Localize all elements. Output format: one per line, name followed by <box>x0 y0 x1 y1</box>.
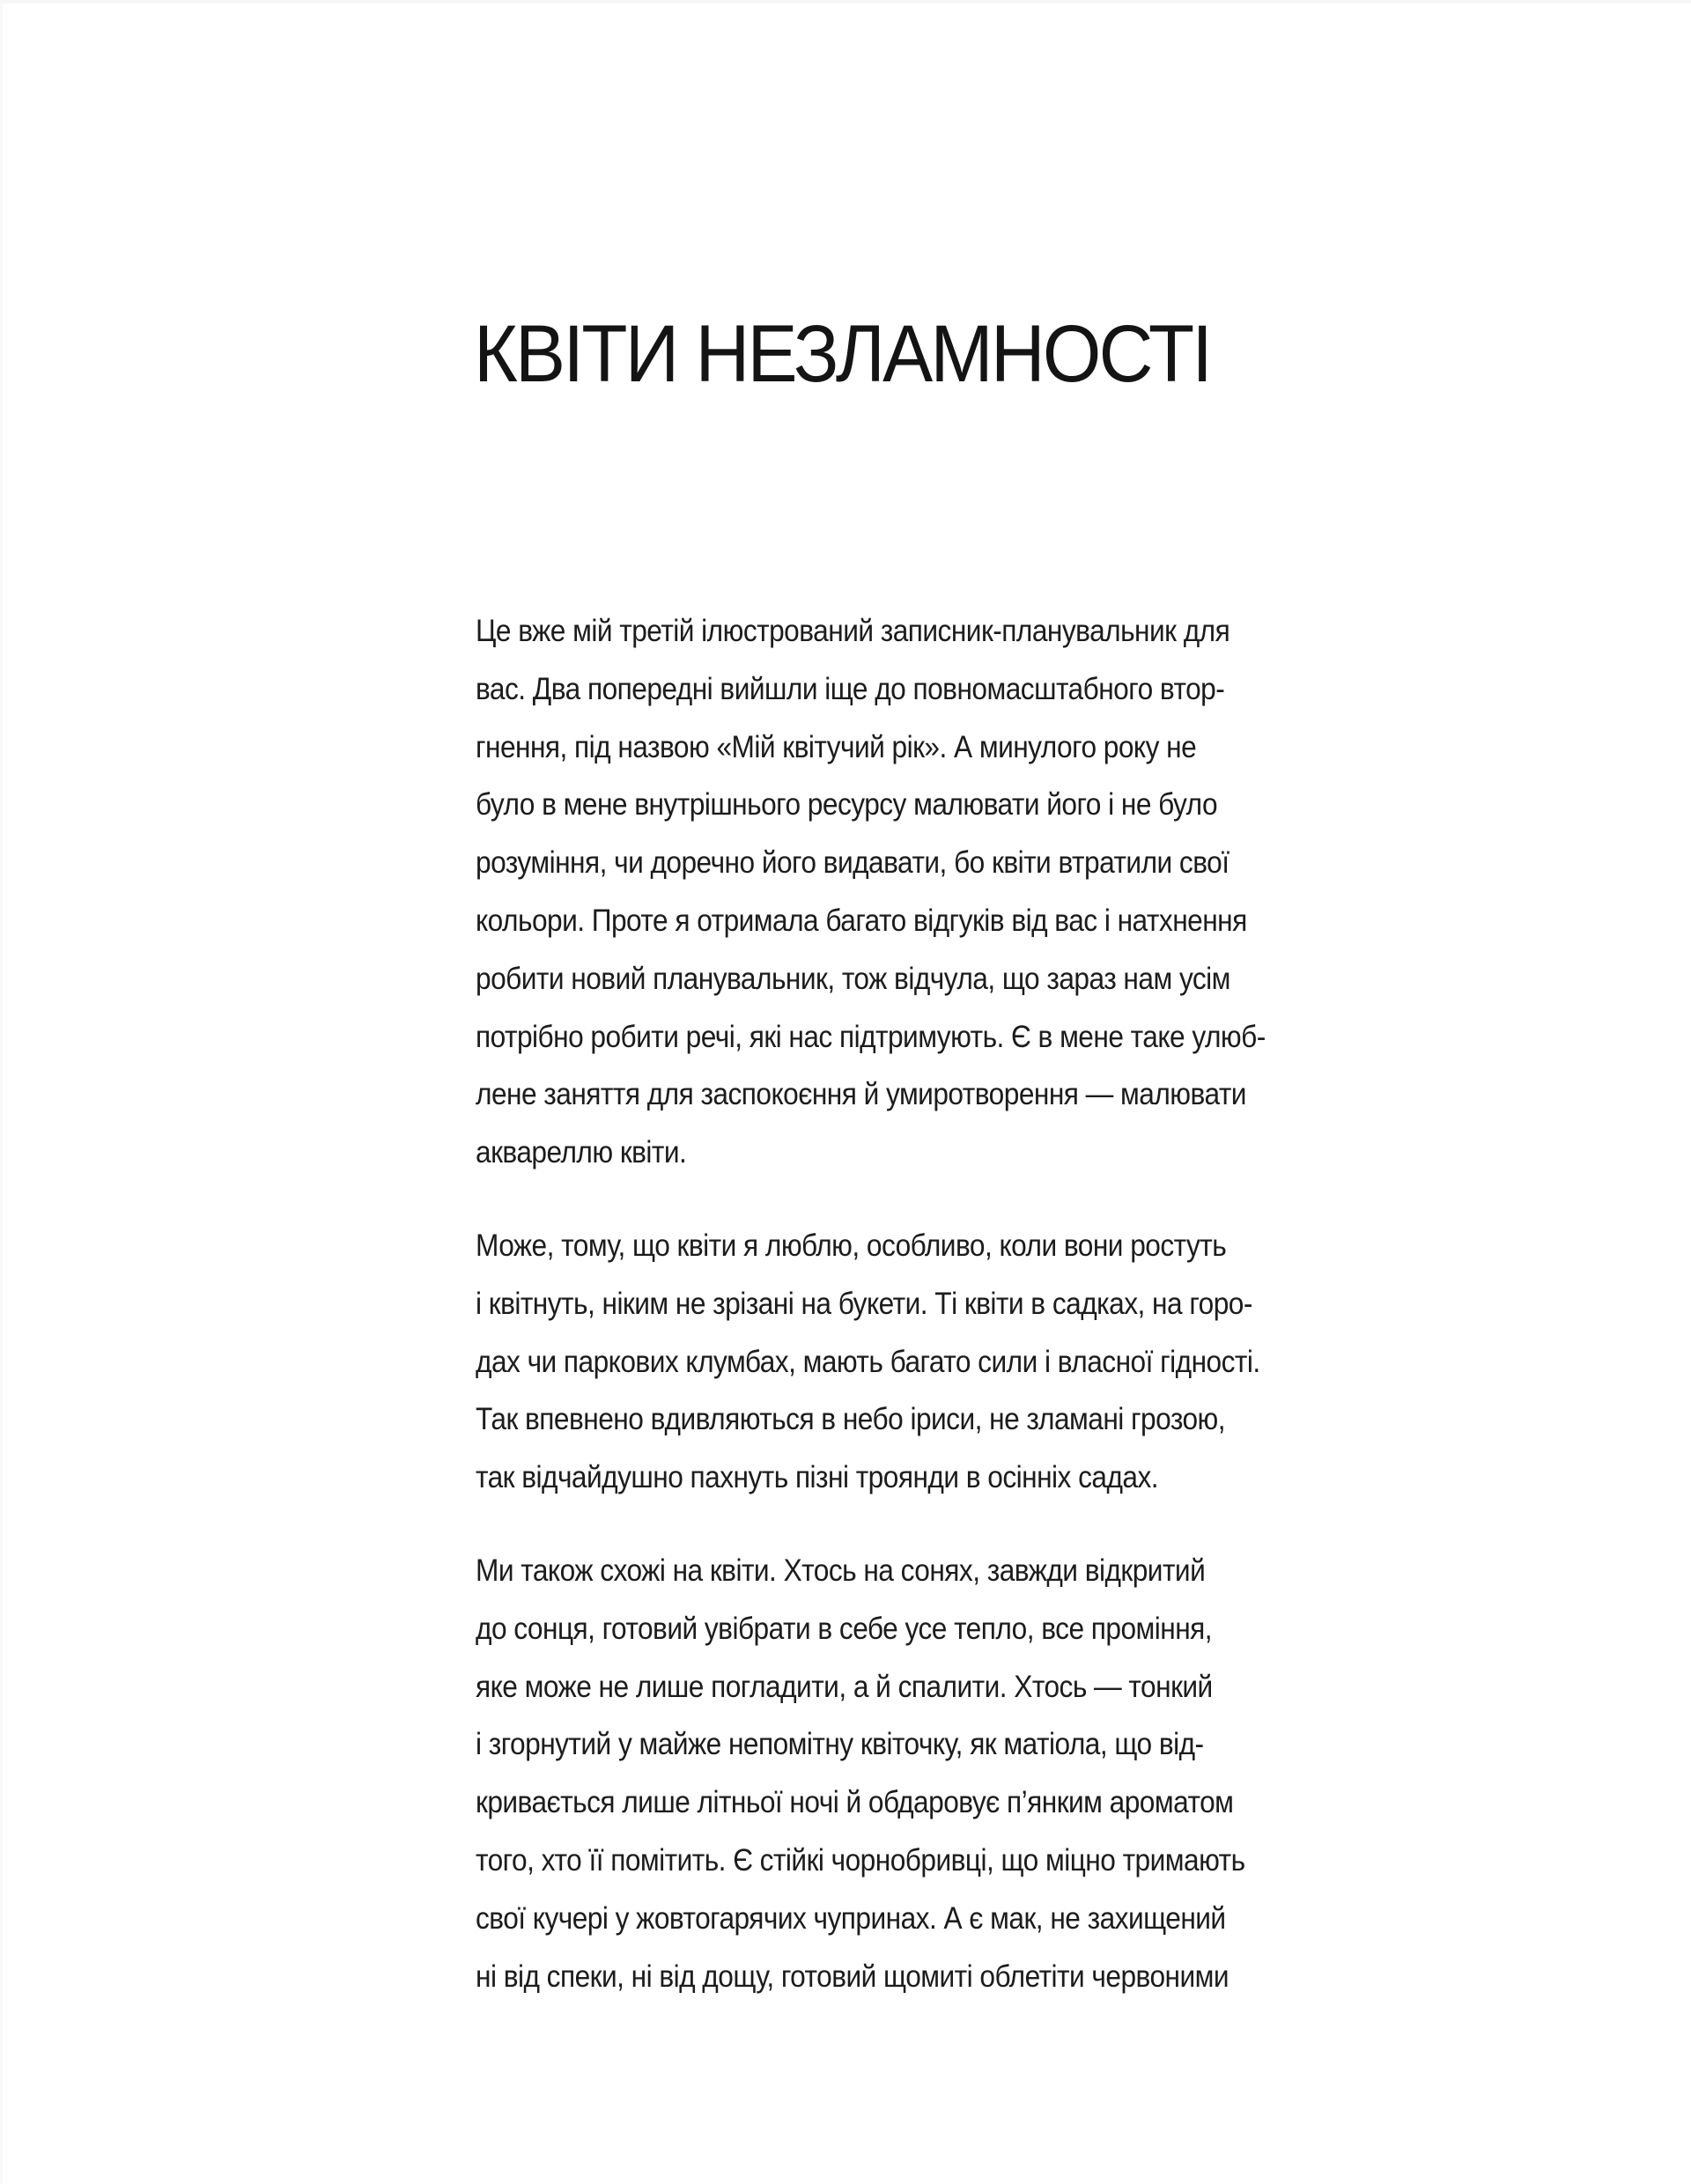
text-line: кольори. Проте я отримала багато відгуків від вас і натхнення <box>476 903 1247 938</box>
page-title: КВІТИ НЕЗЛАМНОСТІ <box>474 309 1211 399</box>
text-line: Так впевнено вдивляються в небо іриси, не зламані грозою, <box>476 1402 1226 1437</box>
text-line: Може, тому, що квіти я люблю, особливо, коли вони ростуть <box>476 1228 1227 1263</box>
text-line: Це вже мій третій ілюстрований записник-планувальник для <box>476 614 1230 648</box>
text-line: кривається лише літньої ночі й обдаровує п’янким ароматом <box>476 1785 1234 1820</box>
paragraph-1 <box>476 602 1480 1182</box>
text-line: того, хто її помітить. Є стійкі чорнобривці, що міцно тримають <box>476 1842 1245 1878</box>
text-line: свої кучері у жовтогарячих чупринах. А є мак, не захищений <box>476 1900 1226 1936</box>
text-line: до сонця, готовий увібрати в себе усе тепло, все проміння, <box>476 1611 1213 1646</box>
text-line: розуміння, чи доречно його видавати, бо квіти втратили свої <box>476 845 1229 881</box>
paragraph-2 <box>476 1217 1480 1507</box>
text-line: гнення, під назвою «Мій квітучий рік». А минулого року не <box>476 729 1197 764</box>
page-top-edge <box>0 0 1691 4</box>
paragraph-3 <box>476 1542 1480 2005</box>
page-left-edge <box>0 0 3 2184</box>
text-line: лене заняття для заспокоєння й умиротворення — малювати <box>476 1077 1246 1112</box>
text-line: робити новий планувальник, тож відчула, що зараз нам усім <box>476 961 1230 996</box>
text-line: вас. Два попередні вийшли іще до повномасштабного втор- <box>476 671 1225 706</box>
text-line: Ми також схожі на квіти. Хтось на сонях, завжди відкритий <box>476 1553 1206 1588</box>
text-line: було в мене внутрішнього ресурсу малювати його і не було <box>476 787 1218 823</box>
text-line: дах чи паркових клумбах, мають багато сили і власної гідності. <box>476 1344 1260 1379</box>
text-line: так відчайдушно пахнуть пізні троянди в осінніх садах. <box>476 1460 1159 1495</box>
text-line: потрібно робити речі, які нас підтримують. Є в мене таке улюб- <box>476 1019 1266 1054</box>
text-line: ні від спеки, ні від дощу, готовий щомиті облетіти червоними <box>476 1959 1229 1994</box>
body-text <box>476 602 1480 2040</box>
text-line: яке може не лише погладити, а й спалити. Хтось — тонкий <box>476 1669 1213 1704</box>
text-line: і квітнуть, ніким не зрізані на букети. Ті квіти в садках, на горо- <box>476 1286 1252 1321</box>
text-line: аквареллю квіти. <box>476 1135 687 1170</box>
text-line: і згорнутий у майже непомітну квіточку, як матіола, що від- <box>476 1727 1204 1762</box>
